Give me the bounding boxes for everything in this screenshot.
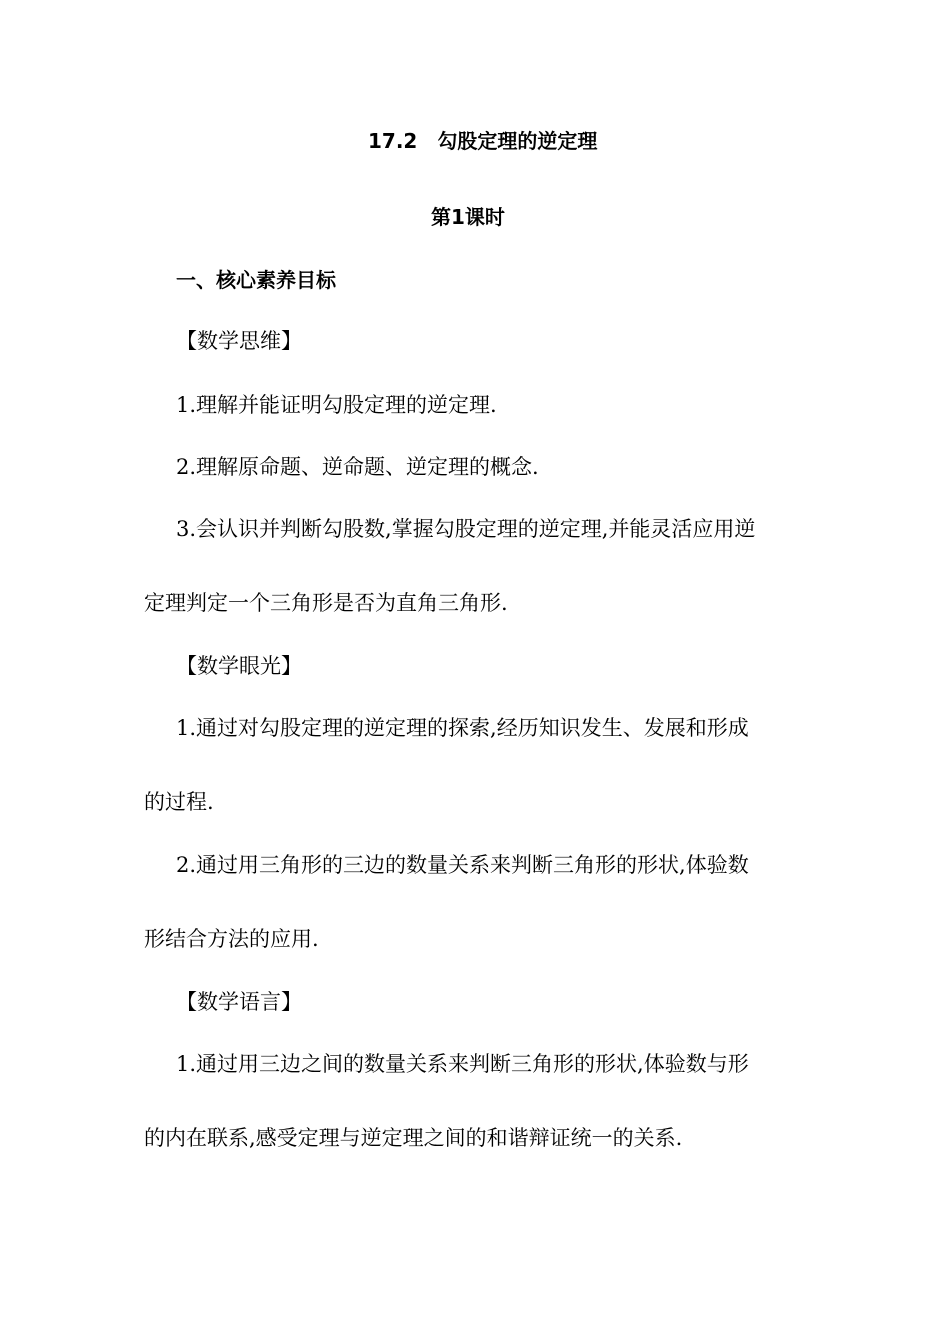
vision-item-2-line-2: 形结合方法的应用.	[144, 927, 319, 951]
label-math-thinking: 【数学思维】	[176, 329, 302, 353]
document-title: 17.2 勾股定理的逆定理	[368, 129, 598, 153]
thinking-item-1: 1.理解并能证明勾股定理的逆定理.	[176, 393, 497, 417]
vision-item-1-line-2: 的过程.	[144, 790, 214, 814]
vision-item-2-line-1: 2.通过用三角形的三边的数量关系来判断三角形的形状,体验数	[176, 853, 749, 877]
label-math-vision: 【数学眼光】	[176, 654, 302, 678]
lesson-subtitle: 第1课时	[431, 205, 505, 229]
language-item-1-line-1: 1.通过用三边之间的数量关系来判断三角形的形状,体验数与形	[176, 1052, 749, 1076]
thinking-item-2: 2.理解原命题、逆命题、逆定理的概念.	[176, 455, 539, 479]
thinking-item-3-line-1: 3.会认识并判断勾股数,掌握勾股定理的逆定理,并能灵活应用逆	[176, 517, 756, 541]
thinking-item-3-line-2: 定理判定一个三角形是否为直角三角形.	[144, 591, 508, 615]
vision-item-1-line-1: 1.通过对勾股定理的逆定理的探索,经历知识发生、发展和形成	[176, 716, 749, 740]
label-math-language: 【数学语言】	[176, 990, 302, 1014]
section-heading-core-goals: 一、核心素养目标	[176, 268, 336, 292]
language-item-1-line-2: 的内在联系,感受定理与逆定理之间的和谐辩证统一的关系.	[144, 1126, 683, 1150]
